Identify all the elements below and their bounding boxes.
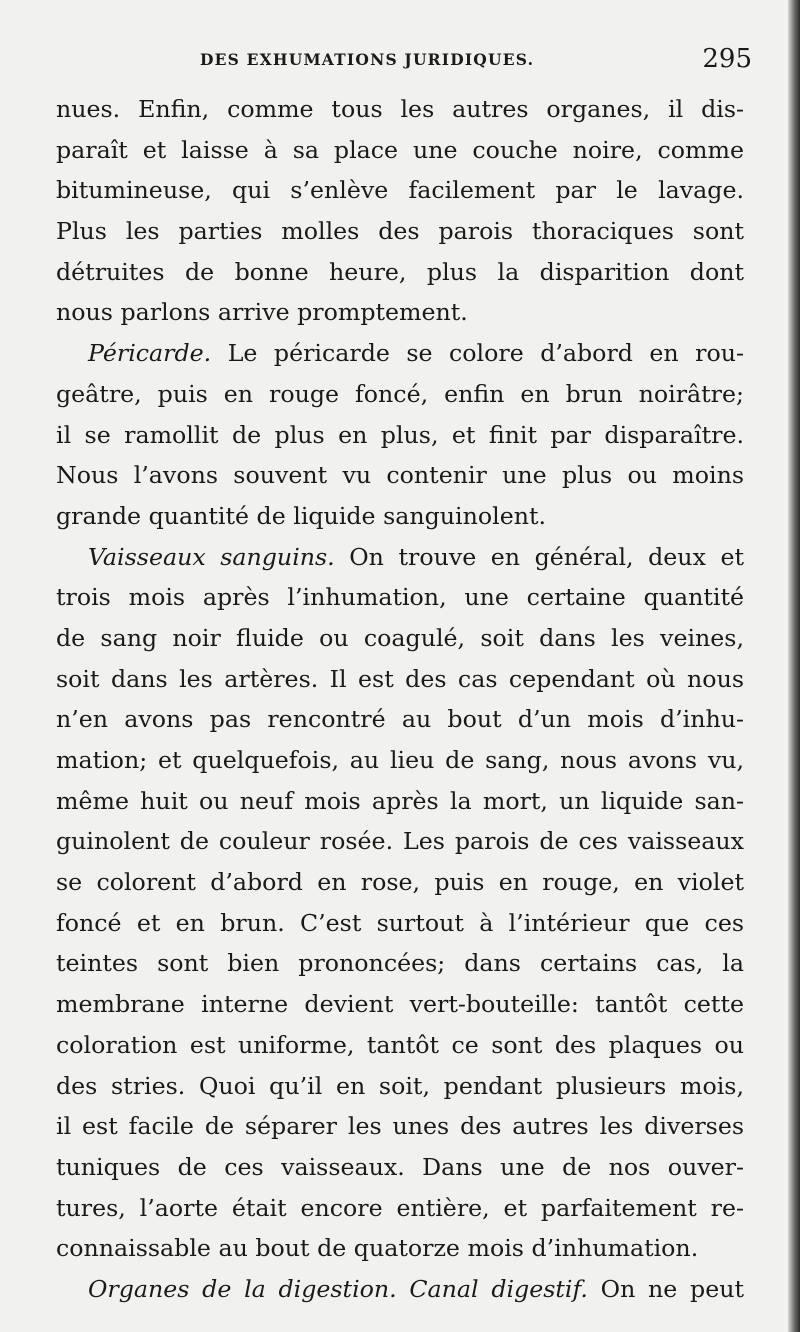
text-line: des stries. Quoi qu’il en soit, pendant plusieurs mois, [56,1071,744,1100]
body-text [56,89,744,1310]
text-line: connaissable au bout de quatorze mois d’inhumation. [56,1234,699,1263]
text-line: tures, l’aorte était encore entière, et parfaitement re- [56,1193,744,1222]
text-line: il se ramollit de plus en plus, et finit par disparaître. [56,420,744,449]
text-line: détruites de bonne heure, plus la disparition dont [56,257,744,286]
text-line: se colorent d’abord en rose, puis en rouge, en violet [56,868,744,897]
text-line: Nous l’avons souvent vu contenir une plus ou moins [56,461,744,490]
section-heading-pericarde: Péricarde. [88,339,212,368]
text-line: paraît et laisse à sa place une couche noire, comme [56,135,744,164]
text-line: membrane interne devient vert-bouteille: tantôt cette [56,990,744,1019]
text-line: trois mois après l’inhumation, une certaine quantité [56,583,744,612]
text-line: mation; et quelquefois, au lieu de sang, nous avons vu, [56,746,744,774]
text-line: de sang noir fluide ou coagulé, soit dans les veines, [56,623,744,652]
text-line: soit dans les artères. Il est des cas cependant où nous [56,664,744,693]
text-line: il est facile de séparer les unes des autres les diverses [56,1112,744,1141]
text-line: n’en avons pas rencontré au bout d’un mois d’inhu- [56,705,744,734]
text-line: guinolent de couleur rosée. Les parois de ces vaisseaux [56,827,744,856]
page-number: 295 [702,44,752,74]
text-line: tuniques de ces vaisseaux. Dans une de nos ouver- [56,1152,744,1181]
running-title: DES EXHUMATIONS JURIDIQUES. [200,50,535,69]
text-line: bitumineuse, qui s’enlève facilement par le lavage. [56,176,744,205]
text-line: nues. Enfin, comme tous les autres organes, il dis- [56,95,744,123]
section-heading-vaisseaux: Vaisseaux sanguins. [88,542,335,571]
text-line: geâtre, puis en rouge foncé, enfin en brun noirâtre; [56,379,744,408]
page-header [200,44,770,78]
text-line: nous parlons arrive promptement. [56,298,468,327]
text-line: Vaisseaux sanguins. On trouve en général, deux et [88,542,744,571]
text-line: Organes de la digestion. Canal digestif. On ne peut [88,1274,744,1303]
text-line: coloration est uniforme, tantôt ce sont des plaques ou [56,1030,744,1059]
text-line: Péricarde. Le péricarde se colore d’abord en rou- [88,339,744,368]
text-line: Plus les parties molles des parois thoraciques sont [56,217,744,246]
text-line: grande quantité de liquide sanguinolent. [56,501,547,530]
text-line: teintes sont bien prononcées; dans certains cas, la [56,949,744,978]
text-line: même huit ou neuf mois après la mort, un liquide san- [56,786,744,815]
text-line: foncé et en brun. C’est surtout à l’intérieur que ces [56,908,744,937]
section-heading-digestion: Organes de la digestion. Canal digestif. [88,1274,588,1303]
